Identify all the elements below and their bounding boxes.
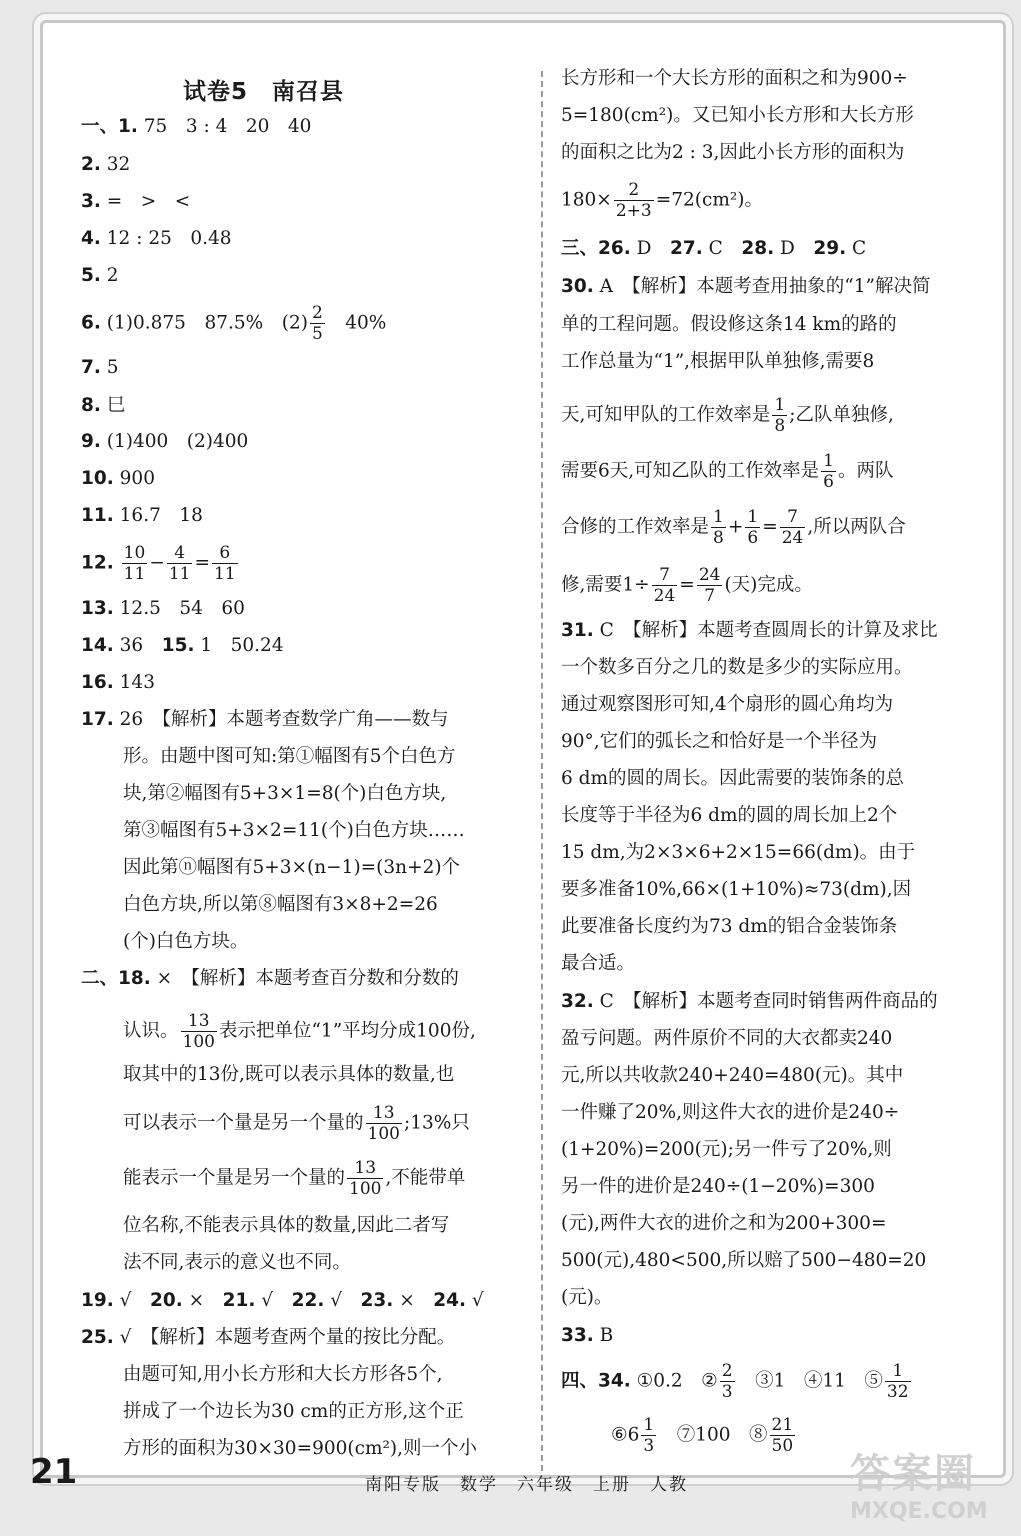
left-answer-line: 16. 143 <box>81 672 155 693</box>
right-answer-line: 15 dm,为2×3×6+2×15=66(dm)。由于 <box>561 842 916 863</box>
left-answer-line: 12. $\frac{10}{11}$ − $\frac{4}{11}$ = $\frac{6}{11}$ <box>81 543 236 584</box>
left-answer-line: 9. (1)400 (2)400 <box>81 431 249 452</box>
left-answer-line: 11. 16.7 18 <box>81 505 203 526</box>
column-divider <box>541 71 543 1471</box>
answer-sheet-page <box>40 20 1006 1478</box>
footer-info: 南阳专版 数学 六年级 上册 人教 <box>365 1475 688 1495</box>
right-answer-line: 三、26. D 27. C 28. D 29. C <box>561 238 867 259</box>
left-answer-line: 取其中的13份,既可以表示具体的数量,也 <box>123 1064 455 1085</box>
right-answer-line: 要多准备10%,66×(1+10%)≈73(dm),因 <box>561 879 912 900</box>
left-answer-line: 14. 36 15. 1 50.24 <box>81 635 284 656</box>
right-answer-line: 最合适。 <box>561 953 636 974</box>
watermark-url: MXQE.COM <box>850 1499 988 1524</box>
left-answer-line: (个)白色方块。 <box>123 931 249 952</box>
right-answer-line: 此要准备长度约为73 dm的铝合金装饰条 <box>561 916 898 937</box>
page-title: 试卷5 南召县 <box>183 79 345 105</box>
left-answer-line: 方形的面积为30×30=900(cm²),则一个小 <box>123 1438 478 1459</box>
left-answer-line: 4. 12 : 25 0.48 <box>81 228 232 249</box>
left-answer-line: 7. 5 <box>81 357 119 378</box>
right-answer-line: 天,可知甲队的工作效率是 $\frac{1}{8}$ ;乙队单独修, <box>561 395 894 436</box>
left-answer-line: 因此第ⓝ幅图有5+3×(n−1)=(3n+2)个 <box>123 857 461 878</box>
right-answer-line: 31. C 【解析】本题考查圆周长的计算及求比 <box>561 620 938 641</box>
left-answer-line: 拼成了一个边长为30 cm的正方形,这个正 <box>123 1401 464 1422</box>
watermark-logo <box>850 1442 1000 1530</box>
left-answer-line: 10. 900 <box>81 468 155 489</box>
left-answer-line: 二、18. × 【解析】本题考查百分数和分数的 <box>81 968 459 989</box>
right-answer-line: 180× $\frac{2}{2+3}$ =72(cm²)。 <box>561 180 763 221</box>
right-answer-line: 盈亏问题。两件原价不同的大衣都卖240 <box>561 1028 893 1049</box>
right-answer-line: (1+20%)=200(元);另一件亏了20%,则 <box>561 1139 892 1160</box>
left-answer-line: 块,第②幅图有5+3×1=8(个)白色方块, <box>123 783 447 804</box>
left-answer-line: 位名称,不能表示具体的数量,因此二者写 <box>123 1215 450 1236</box>
right-answer-line: (元)。 <box>561 1287 613 1308</box>
right-answer-line: 修,需要1÷ $\frac{7}{24}$ = $\frac{24}{7}$ (天)完成。 <box>561 565 813 606</box>
right-answer-line: 6 dm的圆的周长。因此需要的装饰条的总 <box>561 768 905 789</box>
left-answer-line: 形。由题中图可知:第①幅图有5个白色方 <box>123 746 456 767</box>
left-answer-line: 5. 2 <box>81 265 119 286</box>
watermark-text: 答案圈 <box>850 1451 976 1497</box>
left-answer-line: 25. √ 【解析】本题考查两个量的按比分配。 <box>81 1327 456 1348</box>
right-answer-line: (元),两件大衣的进价之和为200+300= <box>561 1213 887 1234</box>
right-answer-line: 通过观察图形可知,4个扇形的圆心角均为 <box>561 694 894 715</box>
right-answer-line: 工作总量为“1”,根据甲队单独修,需要8 <box>561 351 875 372</box>
right-answer-line: ⑥6 $\frac{1}{3}$ ⑦100 ⑧ $\frac{21}{50}$ <box>611 1415 794 1456</box>
right-answer-line: 另一件的进价是240÷(1−20%)=300 <box>561 1176 875 1197</box>
right-answer-line: 长度等于半径为6 dm的圆的周长加上2个 <box>561 805 898 826</box>
page-number: 21 <box>30 1452 78 1492</box>
right-answer-line: 单的工程问题。假设修这条14 km的路的 <box>561 314 897 335</box>
right-answer-line: 32. C 【解析】本题考查同时销售两件商品的 <box>561 991 938 1012</box>
left-answer-line: 13. 12.5 54 60 <box>81 598 245 619</box>
left-answer-line: 19. √ 20. × 21. √ 22. √ 23. × 24. √ <box>81 1290 484 1311</box>
left-answer-line: 认识。 $\frac{13}{100}$ 表示把单位“1”平均分成100份, <box>123 1011 476 1052</box>
left-answer-line: 8. 巳 <box>81 395 126 416</box>
right-answer-line: 需要6天,可知乙队的工作效率是 $\frac{1}{6}$ 。两队 <box>561 451 894 492</box>
left-answer-line: 3. = > < <box>81 191 191 212</box>
right-answer-line: 四、34. ①0.2 ② $\frac{2}{3}$ ③1 ④11 ⑤ $\frac{1}{32}$ <box>561 1361 909 1402</box>
right-answer-line: 33. B <box>561 1325 614 1346</box>
left-answer-line: 一、1. 75 3 : 4 20 40 <box>81 116 312 137</box>
left-answer-line: 由题可知,用小长方形和大长方形各5个, <box>123 1364 443 1385</box>
left-answer-line: 17. 26 【解析】本题考查数学广角——数与 <box>81 709 449 730</box>
right-answer-line: 的面积之比为2 : 3,因此小长方形的面积为 <box>561 142 905 163</box>
left-answer-line: 可以表示一个量是另一个量的 $\frac{13}{100}$ ;13%只 <box>123 1103 470 1144</box>
left-answer-line: 白色方块,所以第⑧幅图有3×8+2=26 <box>123 894 438 915</box>
left-answer-line: 6. (1)0.875 87.5% (2) $\frac{2}{5}$ 40% <box>81 303 387 344</box>
left-answer-line: 能表示一个量是另一个量的 $\frac{13}{100}$ ,不能带单 <box>123 1158 466 1199</box>
right-answer-line: 500(元),480<500,所以赔了500−480=20 <box>561 1250 927 1271</box>
right-answer-line: 90°,它们的弧长之和恰好是一个半径为 <box>561 731 878 752</box>
right-answer-line: 5=180(cm²)。又已知小长方形和大长方形 <box>561 105 914 126</box>
right-answer-line: 一个数多百分之几的数是多少的实际应用。 <box>561 657 913 678</box>
right-answer-line: 合修的工作效率是 $\frac{1}{8}$ + $\frac{1}{6}$ = $\frac{7}{24}$ ,所以两队合 <box>561 507 906 548</box>
right-answer-line: 长方形和一个大长方形的面积之和为900÷ <box>561 68 908 89</box>
left-answer-line: 2. 32 <box>81 154 131 175</box>
left-answer-line: 第③幅图有5+3×2=11(个)白色方块…… <box>123 820 465 841</box>
right-answer-line: 元,所以共收款240+240=480(元)。其中 <box>561 1065 904 1086</box>
left-answer-line: 法不同,表示的意义也不同。 <box>123 1252 351 1273</box>
right-answer-line: 30. A 【解析】本题考查用抽象的“1”解决简 <box>561 276 931 297</box>
right-answer-line: 一件赚了20%,则这件大衣的进价是240÷ <box>561 1102 900 1123</box>
